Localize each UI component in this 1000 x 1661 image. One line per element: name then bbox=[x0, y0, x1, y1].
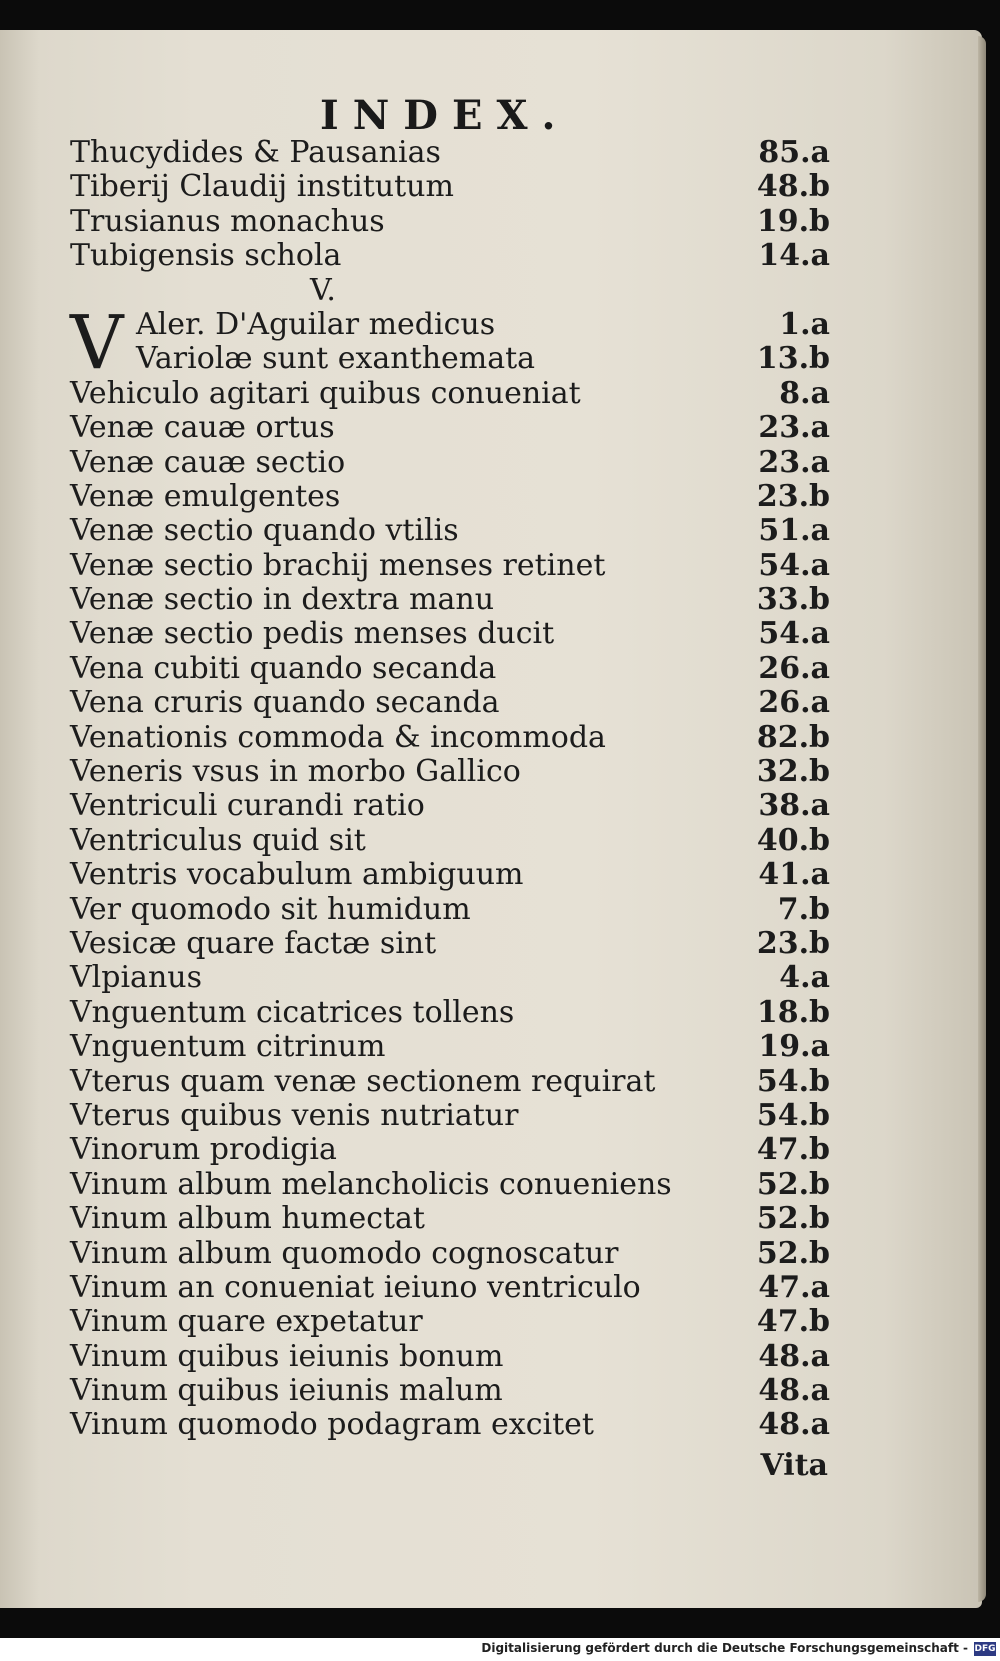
index-entry bbox=[70, 1237, 830, 1271]
entry-page-ref: 48.a bbox=[758, 1407, 830, 1443]
entry-term: Veneris vsus in morbo Gallico bbox=[70, 754, 521, 790]
entry-page-ref: 85.a bbox=[758, 135, 830, 170]
index-entry bbox=[70, 893, 830, 927]
index-entry bbox=[70, 1168, 830, 1202]
entry-page-ref: 13.b bbox=[756, 341, 830, 377]
entry-page-ref: 47.b bbox=[756, 1132, 830, 1168]
section-heading bbox=[70, 274, 830, 308]
entry-term: Venæ cauæ sectio bbox=[70, 444, 346, 480]
entry-term: Vlpianus bbox=[70, 960, 202, 996]
index-entry bbox=[70, 446, 830, 480]
index-entry bbox=[70, 136, 830, 170]
entry-term: Vnguentum cicatrices tollens bbox=[70, 994, 515, 1030]
entry-page-ref: 26.a bbox=[758, 650, 830, 686]
index-entry bbox=[70, 342, 830, 376]
index-entry bbox=[70, 514, 830, 548]
entry-page-ref: 52.b bbox=[756, 1166, 830, 1202]
index-entry bbox=[70, 1133, 830, 1167]
entry-term: Tubigensis schola bbox=[70, 238, 342, 274]
entry-page-ref: 48.b bbox=[756, 169, 830, 205]
entry-page-ref: 54.a bbox=[758, 547, 830, 583]
entry-term: Venæ sectio brachij menses retinet bbox=[70, 547, 606, 583]
entry-page-ref: 48.a bbox=[758, 1338, 830, 1374]
entry-page-ref: 19.a bbox=[758, 1029, 830, 1065]
entry-page-ref: 38.a bbox=[758, 788, 830, 824]
index-entry bbox=[70, 239, 830, 273]
index-entry bbox=[70, 824, 830, 858]
entry-term: Ver quomodo sit humidum bbox=[70, 891, 471, 927]
index-list bbox=[70, 136, 830, 1443]
index-entry bbox=[70, 961, 830, 995]
entry-page-ref: 33.b bbox=[756, 582, 830, 618]
entry-term: Vinum album melancholicis conueniens bbox=[70, 1166, 672, 1202]
index-entry bbox=[70, 549, 830, 583]
entry-term: Ventriculus quid sit bbox=[70, 822, 366, 858]
entry-page-ref: 4.a bbox=[779, 960, 830, 996]
index-entry bbox=[70, 1408, 830, 1442]
entry-page-ref: 19.b bbox=[756, 203, 830, 239]
index-entry bbox=[70, 480, 830, 514]
index-entry bbox=[70, 721, 830, 755]
entry-term: Ventriculi curandi ratio bbox=[70, 788, 425, 824]
entry-page-ref: 47.a bbox=[758, 1269, 830, 1305]
entry-term: Venæ sectio in dextra manu bbox=[70, 582, 495, 618]
index-entry bbox=[70, 1305, 830, 1339]
entry-term: Vnguentum citrinum bbox=[70, 1029, 386, 1065]
entry-term: Vinorum prodigia bbox=[70, 1132, 337, 1168]
index-entry bbox=[70, 1340, 830, 1374]
index-entry bbox=[70, 583, 830, 617]
entry-term: Vinum quibus ieiunis bonum bbox=[70, 1338, 504, 1374]
entry-page-ref: 51.a bbox=[758, 513, 830, 549]
index-entry bbox=[70, 1030, 830, 1064]
section-letter: V. bbox=[310, 272, 336, 308]
entry-page-ref: 32.b bbox=[756, 754, 830, 790]
entry-term: Venæ emulgentes bbox=[70, 478, 341, 514]
entry-page-ref: 8.a bbox=[779, 375, 830, 411]
entry-term: Vterus quam venæ sectionem requirat bbox=[70, 1063, 656, 1099]
entry-page-ref: 54.b bbox=[756, 1097, 830, 1133]
entry-page-ref: 48.a bbox=[758, 1373, 830, 1409]
entry-term: Variolæ sunt exanthemata bbox=[136, 341, 536, 377]
entry-term: Vinum an conueniat ieiuno ventriculo bbox=[70, 1269, 641, 1305]
entry-page-ref: 14.a bbox=[758, 238, 830, 274]
page-header: INDEX. bbox=[320, 92, 570, 139]
entry-term: Vinum album humectat bbox=[70, 1201, 425, 1237]
index-entry bbox=[70, 170, 830, 204]
entry-term: Vesicæ quare factæ sint bbox=[70, 925, 437, 961]
page-edge bbox=[978, 36, 986, 1602]
index-entry bbox=[70, 377, 830, 411]
index-entry bbox=[70, 927, 830, 961]
entry-term: Venæ cauæ ortus bbox=[70, 410, 335, 446]
index-entry bbox=[70, 996, 830, 1030]
index-entry bbox=[70, 652, 830, 686]
catchword: Vita bbox=[760, 1448, 828, 1483]
entry-page-ref: 23.a bbox=[758, 444, 830, 480]
index-entry bbox=[70, 686, 830, 720]
entry-term: Venæ sectio quando vtilis bbox=[70, 513, 459, 549]
entry-term: Aler. D'Aguilar medicus bbox=[136, 306, 496, 342]
entry-term: Vinum quare expetatur bbox=[70, 1304, 423, 1340]
entry-page-ref: 40.b bbox=[756, 822, 830, 858]
entry-page-ref: 47.b bbox=[756, 1304, 830, 1340]
entry-page-ref: 52.b bbox=[756, 1235, 830, 1271]
entry-term: Vena cubiti quando secanda bbox=[70, 650, 497, 686]
index-entry bbox=[70, 411, 830, 445]
index-entry bbox=[70, 858, 830, 892]
entry-page-ref: 18.b bbox=[756, 994, 830, 1030]
entry-term: Trusianus monachus bbox=[70, 203, 385, 239]
entry-page-ref: 41.a bbox=[758, 857, 830, 893]
entry-term: Vena cruris quando secanda bbox=[70, 685, 500, 721]
entry-term: Thucydides & Pausanias bbox=[70, 135, 441, 170]
index-entry bbox=[70, 205, 830, 239]
entry-page-ref: 23.b bbox=[756, 478, 830, 514]
entry-page-ref: 23.a bbox=[758, 410, 830, 446]
index-entry bbox=[70, 755, 830, 789]
drop-cap: V bbox=[70, 299, 124, 386]
entry-page-ref: 23.b bbox=[756, 925, 830, 961]
dfg-logo: DFG bbox=[974, 1644, 996, 1654]
entry-term: Venæ sectio pedis menses ducit bbox=[70, 616, 555, 652]
entry-term: Vehiculo agitari quibus conueniat bbox=[70, 375, 581, 411]
index-entry bbox=[70, 617, 830, 651]
entry-page-ref: 52.b bbox=[756, 1201, 830, 1237]
entry-term: Tiberij Claudij institutum bbox=[70, 169, 454, 205]
index-entry bbox=[70, 789, 830, 823]
index-entry bbox=[70, 1065, 830, 1099]
entry-term: Vinum album quomodo cognoscatur bbox=[70, 1235, 619, 1271]
entry-page-ref: 82.b bbox=[756, 719, 830, 755]
footer-credit: Digitalisierung gefördert durch die Deutsche Forschungsgemeinschaft - bbox=[481, 1641, 968, 1655]
entry-page-ref: 54.a bbox=[758, 616, 830, 652]
entry-term: Vinum quomodo podagram excitet bbox=[70, 1407, 594, 1443]
entry-page-ref: 1.a bbox=[779, 306, 830, 342]
index-entry bbox=[70, 1099, 830, 1133]
entry-page-ref: 7.b bbox=[777, 891, 830, 927]
index-entry bbox=[70, 1271, 830, 1305]
entry-term: Venationis commoda & incommoda bbox=[70, 719, 606, 755]
entry-term: Ventris vocabulum ambiguum bbox=[70, 857, 524, 893]
entry-page-ref: 26.a bbox=[758, 685, 830, 721]
index-entry bbox=[70, 1374, 830, 1408]
entry-term: Vinum quibus ieiunis malum bbox=[70, 1373, 503, 1409]
index-entry bbox=[70, 1202, 830, 1236]
entry-page-ref: 54.b bbox=[756, 1063, 830, 1099]
entry-term: Vterus quibus venis nutriatur bbox=[70, 1097, 519, 1133]
